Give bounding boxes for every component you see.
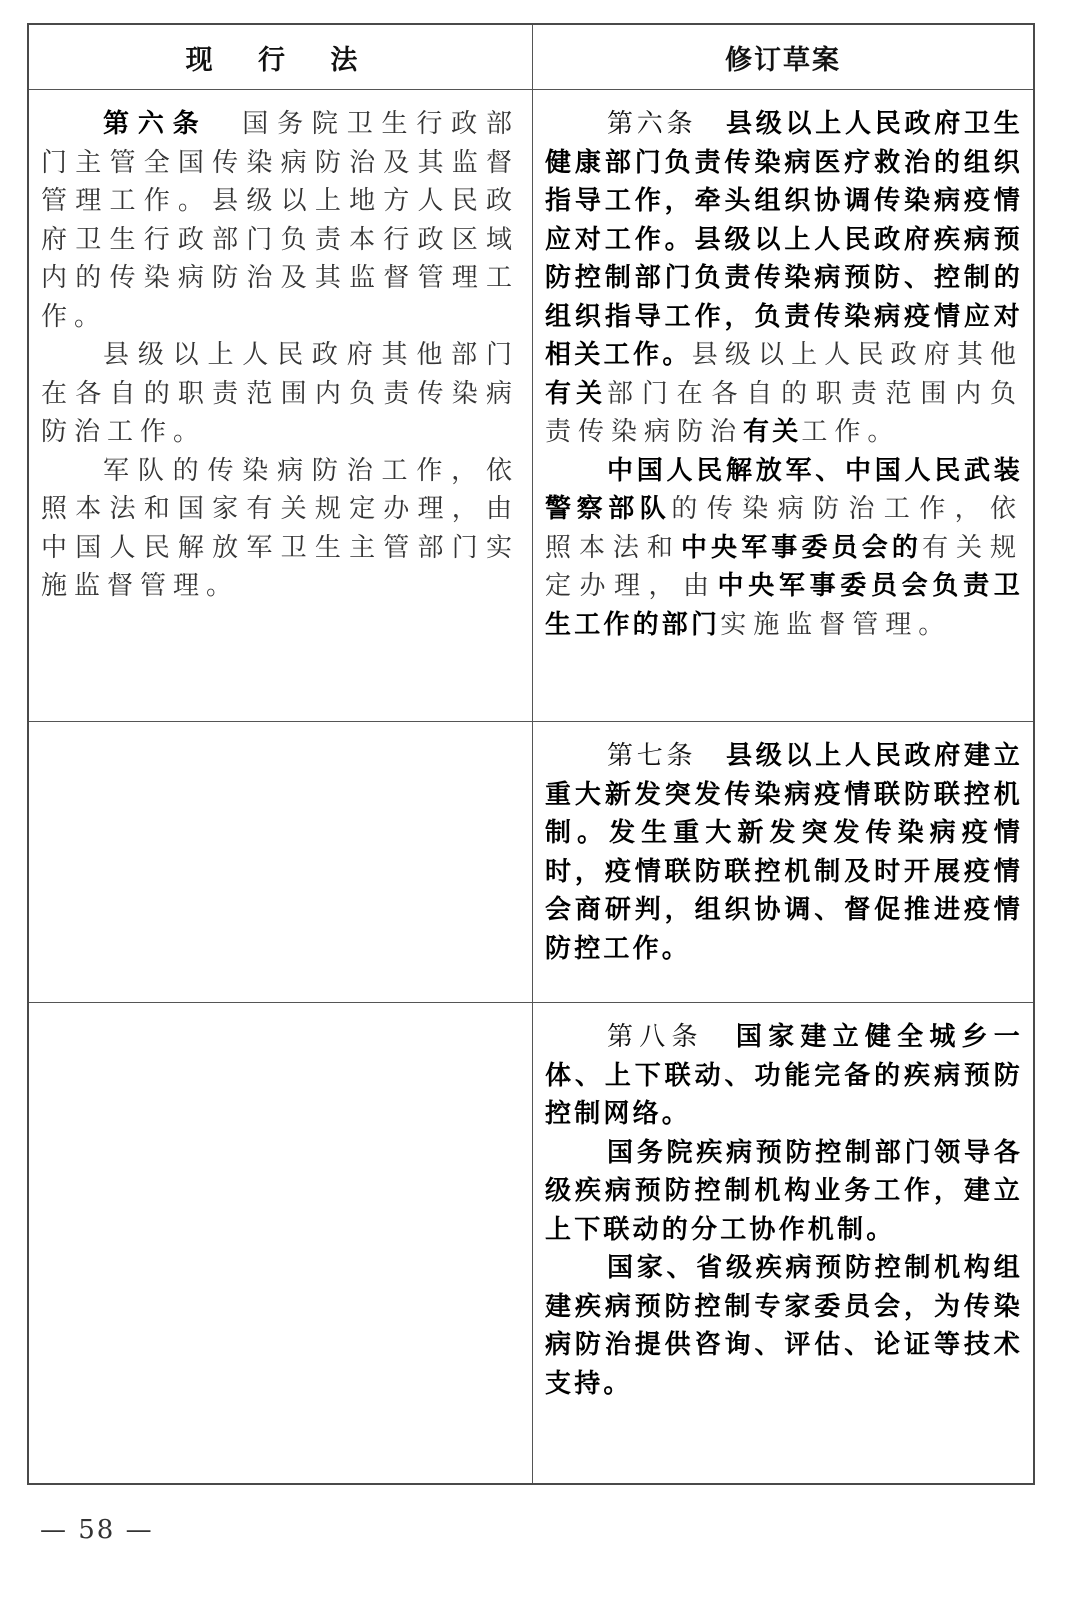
draft-article-7: [545, 737, 1023, 968]
paragraph: [41, 105, 519, 336]
paragraph: 国家、省级疾病预防控制机构组建疾病预防控制专家委员会，为传染病防治提供咨询、评估、论证等技术支持。: [545, 1253, 1023, 1399]
article-title: 第六条: [607, 109, 697, 139]
revised-text: 中国人民解放军、中国人民武装警察部队: [545, 455, 1023, 524]
column-header-current-law: 现 行 法: [185, 44, 376, 76]
article-title: 第八条: [607, 1022, 704, 1052]
column-header-revised-draft: 修订草案: [725, 44, 841, 76]
article-text: 国务院卫生行政部门主管全国传染病防治及其监督管理工作。县级以上地方人民政府卫生行政部门负责本行政区域内的传染病防治及其监督管理工作。: [41, 109, 519, 332]
paragraph: [545, 452, 1023, 645]
revised-text: 县级以上人民政府卫生健康部门负责传染病医疗救治的组织指导工作，牵头组织协调传染病疫情应对工作。县级以上人民政府疾病预防控制部门负责传染病预防、控制的组织指导工作，负责传染病疫情应对相关工作。: [545, 109, 1023, 370]
paragraph: 军队的传染病防治工作，依照本法和国家有关规定办理，由中国人民解放军卫生主管部门实施监督管理。: [41, 455, 519, 601]
draft-article-6: [545, 105, 1023, 644]
comparison-table: [27, 23, 1035, 1485]
original-text: 的传染病防治工作，依照本法和: [545, 494, 1023, 563]
revised-text: 县级以上人民政府建立重大新发突发传染病疫情联防联控机制。发生重大新发突发传染病疫情时，疫情联防联控机制及时开展疫情会商研判，组织协调、督促推进疫情防控工作。: [545, 741, 1023, 964]
original-text: 实施监督管理。: [720, 609, 952, 640]
column-divider: [532, 25, 533, 1483]
original-text: 工作。: [801, 417, 901, 447]
original-text: 有关规定办理，由: [545, 532, 1023, 601]
revised-text: 中央军事委员会的: [680, 532, 923, 563]
revised-text: 有关: [545, 378, 608, 409]
row-divider: [29, 721, 1033, 722]
header-divider: [29, 89, 1033, 90]
original-text: 部门在各自的职责范围内负责传染病防治: [545, 378, 1023, 447]
page-number: — 58 —: [40, 1515, 154, 1545]
row-divider: [29, 1002, 1033, 1003]
draft-article-8: [545, 1018, 1023, 1403]
current-law-article-6: [41, 105, 519, 606]
article-title: 第七条: [607, 741, 697, 771]
revised-text: 国家建立健全城乡一体、上下联动、功能完备的疾病预防控制网络。: [545, 1022, 1023, 1129]
paragraph: [545, 737, 1023, 968]
paragraph: 县级以上人民政府其他部门在各自的职责范围内负责传染病防治工作。: [41, 340, 519, 447]
paragraph: [545, 105, 1023, 452]
paragraph: 国务院疾病预防控制部门领导各级疾病预防控制机构业务工作，建立上下联动的分工协作机制。: [545, 1137, 1023, 1245]
original-text: 县级以上人民政府其他: [691, 340, 1023, 370]
article-title: 第六条: [103, 109, 208, 139]
revised-text: 有关: [743, 417, 802, 447]
paragraph: [545, 1018, 1023, 1134]
revised-text: 中央军事委员会负责卫生工作的部门: [545, 571, 1023, 640]
